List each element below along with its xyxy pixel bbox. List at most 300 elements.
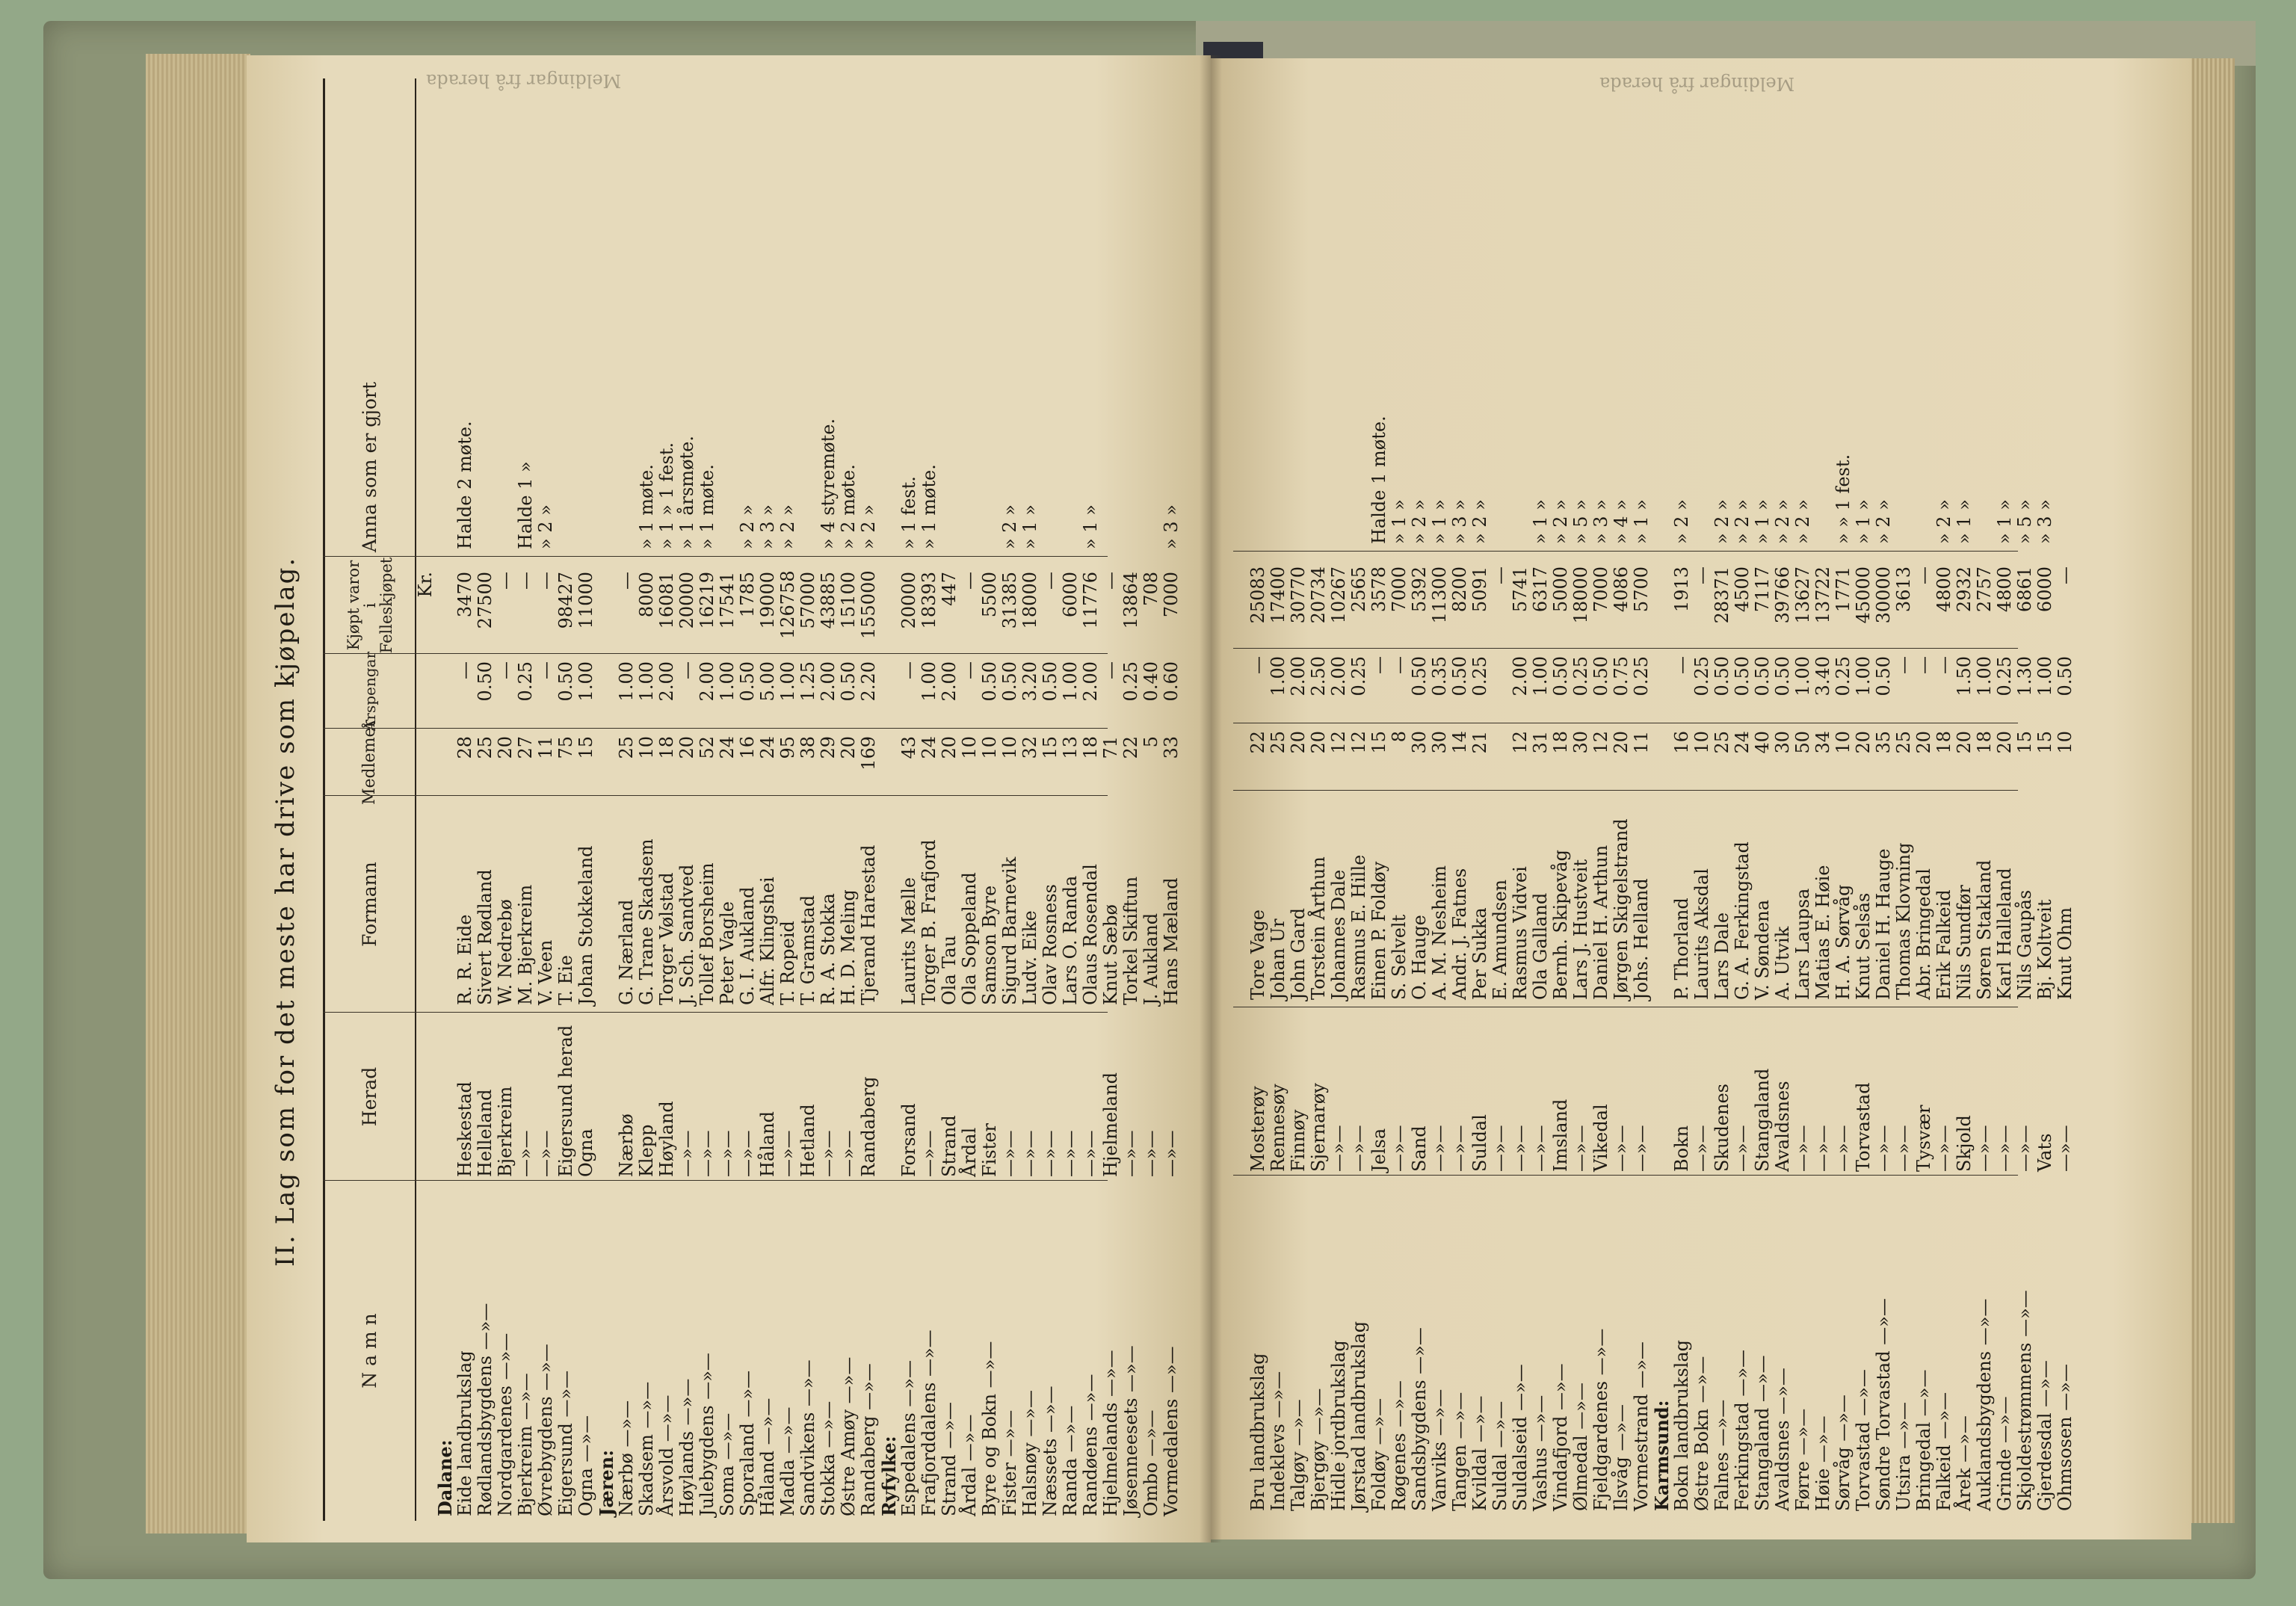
cell-med: 24 (757, 736, 778, 759)
cell-formann: Jørgen Skigelstrand (1611, 818, 1632, 1000)
cell-formann: Abr. Bringedal (1913, 868, 1934, 1000)
cell-name: Grinde —»— (1994, 1396, 2015, 1511)
col-divider (1233, 551, 2018, 552)
cell-formann: E. Amundsen (1490, 879, 1510, 1000)
cell-kjop: 5741 (1510, 566, 1531, 613)
cell-formann: Olaus Rosendal (1080, 864, 1101, 1005)
cell-anna: » 2 » (1792, 499, 1813, 544)
cell-name: Sandsbygdens —»— (1409, 1327, 1430, 1511)
cell-med: 52 (697, 736, 718, 759)
cell-formann: Torger Vølstad (656, 872, 677, 1005)
cell-formann: W. Nedrebø (495, 899, 516, 1005)
cell-name: Røgenes —»— (1389, 1380, 1410, 1511)
cell-anna: » 2 » (1873, 499, 1894, 544)
cell-med: 8 (1389, 731, 1410, 743)
cell-kjop: 13864 (1120, 572, 1141, 629)
col-divider (323, 1012, 1108, 1013)
cell-ars: 2.00 (818, 661, 839, 702)
cell-kjop: 1785 (737, 572, 758, 618)
cell-kjop: 15100 (838, 572, 859, 629)
page-edges-left (146, 54, 250, 1534)
cell-name: Ogna —»— (575, 1415, 596, 1516)
cell-anna: » 4 » (1611, 499, 1632, 544)
cell-kjop: 28371 (1712, 566, 1732, 624)
cell-herad: Årdal (959, 1127, 980, 1177)
header-anna: Anna som er gjort (358, 381, 380, 553)
cell-ars: — (1368, 656, 1389, 674)
cell-ars: 2.00 (1288, 656, 1309, 697)
cell-kjop: 7000 (1161, 572, 1182, 618)
cell-med: 14 (1449, 731, 1470, 754)
cell-herad: Randaberg (858, 1076, 879, 1177)
cell-formann: R. R. Eide (454, 914, 475, 1005)
cell-med: 10 (1691, 731, 1712, 754)
cell-med: 5 (1141, 736, 1161, 748)
cell-ars: 1.00 (1974, 656, 1995, 697)
cell-med: 30 (1772, 731, 1793, 754)
cell-med: 25 (475, 736, 496, 759)
cell-herad: Tysvær (1913, 1105, 1934, 1172)
cell-name: Vashus —»— (1530, 1395, 1551, 1511)
cell-herad: Helleland (475, 1089, 496, 1177)
cell-herad: —»— (1530, 1125, 1551, 1172)
cell-kjop: 25083 (1247, 566, 1268, 624)
cell-med: 169 (858, 736, 879, 770)
cell-name: Ferkingstad —»— (1732, 1350, 1753, 1511)
cell-name: Vanviks —»— (1429, 1389, 1450, 1511)
cell-herad: Håland (757, 1111, 778, 1177)
cell-kjop: 8000 (636, 572, 657, 618)
cell-name: Rødlandsbygdens —»— (475, 1303, 496, 1516)
running-head-left: Meldingar frå herada (426, 70, 622, 91)
cell-anna: » 1 fest. (898, 476, 919, 549)
cell-name: Talgøy —»— (1288, 1399, 1309, 1511)
cell-ars: 0.50 (737, 661, 758, 702)
cell-kjop: 20734 (1308, 566, 1329, 624)
cell-med: 28 (454, 736, 475, 759)
cell-ars: 0.25 (1570, 656, 1591, 697)
cell-herad: Skudenes (1712, 1084, 1732, 1172)
cell-ars: 0.25 (1348, 656, 1369, 697)
cell-formann: Olav Rosness (1040, 884, 1061, 1005)
cell-kjop: 18000 (1570, 566, 1591, 624)
cell-anna: » 1 » 1 fest. (656, 442, 677, 549)
cell-herad: Bjerkreim (495, 1086, 516, 1177)
col-divider (1233, 1175, 2018, 1176)
cell-formann: Bernh. Skipevåg (1550, 850, 1571, 1000)
cell-med: 20 (1853, 731, 1874, 754)
cell-anna: » 1 » (1994, 499, 2015, 544)
cell-anna: » 2 » (1409, 499, 1430, 544)
cell-med: 18 (1934, 731, 1954, 754)
cell-name: Ombo —»— (1141, 1409, 1161, 1516)
cell-ars: 2.00 (1510, 656, 1531, 697)
cell-kjop: 27500 (475, 572, 496, 629)
cell-ars: — (959, 661, 980, 679)
cell-kjop: 3613 (1893, 566, 1914, 613)
cell-formann: Hans Mæland (1161, 877, 1182, 1005)
cell-kjop: — (1913, 566, 1934, 584)
cell-herad: Rennesøy (1268, 1084, 1289, 1172)
cell-med: 20 (939, 736, 960, 759)
cell-med: 12 (1510, 731, 1531, 754)
cell-med: 75 (555, 736, 576, 759)
cell-formann: Knut Selsås (1853, 892, 1874, 1000)
header-formann: Formann (358, 862, 380, 947)
cell-med: 29 (818, 736, 839, 759)
cell-anna: » 1 » (1853, 499, 1874, 544)
cell-herad: Jelsa (1368, 1128, 1389, 1172)
cell-herad: —»— (1631, 1125, 1652, 1172)
cell-name: Bjerkreim —»— (515, 1373, 536, 1516)
cell-anna: » 1 møte. (919, 464, 939, 549)
cell-herad: —»— (919, 1130, 939, 1177)
cell-anna: » 1 » (1954, 499, 1975, 544)
cell-med: 22 (1120, 736, 1141, 759)
cell-formann: G. A. Ferkingstad (1732, 841, 1753, 1000)
cell-name: Eigersund —»— (555, 1370, 576, 1516)
cell-herad: Hjelmeland (1100, 1072, 1121, 1177)
cell-med: 15 (1368, 731, 1389, 754)
cell-formann: T. Ropeid (777, 921, 798, 1005)
cell-herad: —»— (535, 1130, 556, 1177)
cell-name: Soma —»— (717, 1412, 738, 1516)
cell-kjop: 5091 (1469, 566, 1490, 613)
cell-name: Espedalens —»— (898, 1359, 919, 1516)
cell-formann: Torkel Skiftun (1120, 876, 1141, 1005)
cell-name: Foldøy —»— (1368, 1397, 1389, 1511)
cell-anna: » 2 » (777, 504, 798, 549)
cell-anna: » 1 » (1080, 504, 1101, 549)
cell-formann: Ola Tau (939, 935, 960, 1005)
cell-anna: » 1 møte. (636, 464, 657, 549)
cell-med: 12 (1328, 731, 1349, 754)
col-divider (323, 728, 1108, 729)
cell-formann: Peter Vagle (717, 901, 738, 1005)
cell-herad: —»— (1833, 1125, 1854, 1172)
cell-ars: 0.50 (1040, 661, 1061, 702)
cell-med: 30 (1570, 731, 1591, 754)
cell-kjop: 17400 (1268, 566, 1289, 624)
cell-herad: Imsland (1550, 1099, 1571, 1172)
cell-kjop: 31385 (999, 572, 1020, 629)
cell-name: Auklandsbygdens —»— (1974, 1298, 1995, 1511)
cell-med: 30 (1429, 731, 1450, 754)
cell-ars: 0.50 (2055, 656, 2076, 697)
cell-med: 15 (2014, 731, 2035, 754)
cell-med: 32 (1019, 736, 1040, 759)
cell-ars: 1.00 (2034, 656, 2055, 697)
cell-formann: Ludv. Eike (1019, 910, 1040, 1005)
cell-herad: Fister (979, 1123, 1000, 1177)
cell-kjop: 155000 (858, 570, 879, 639)
cell-med: 24 (1732, 731, 1753, 754)
cell-ars: 2.20 (858, 661, 879, 702)
cell-formann: Nils Gaupås (2014, 889, 2035, 1000)
cell-anna: » » 1 fest. (1833, 454, 1854, 544)
cell-med: 34 (1812, 731, 1833, 754)
cell-anna: » 5 » (1570, 499, 1591, 544)
cell-ars: — (898, 661, 919, 679)
cell-name: Næssets —»— (1040, 1386, 1061, 1516)
cell-name: Bokn landbrukslag (1671, 1339, 1692, 1511)
cell-name: Avaldsnes —»— (1772, 1368, 1793, 1511)
cell-name: Søndre Torvastad —»— (1873, 1298, 1894, 1511)
cell-herad: —»— (1389, 1125, 1410, 1172)
cell-kjop: 447 (939, 572, 960, 606)
cell-name: Nordgardenes —»— (495, 1332, 516, 1516)
cell-name: Årdal —»— (959, 1414, 980, 1516)
cell-anna: Halde 1 møte. (1368, 416, 1389, 544)
cell-kjop: 19000 (757, 572, 778, 629)
cell-herad: —»— (697, 1130, 718, 1177)
cell-formann: Bj. Koltveit (2034, 899, 2055, 1000)
cell-ars: 0.25 (1631, 656, 1652, 697)
cell-ars: 0.50 (1752, 656, 1773, 697)
cell-ars: 0.50 (838, 661, 859, 702)
cell-ars: 0.50 (999, 661, 1020, 702)
cell-name: Utsira —»— (1893, 1402, 1914, 1511)
cell-ars: 5.00 (757, 661, 778, 702)
cell-herad: Finnøy (1288, 1109, 1309, 1172)
cell-med: 10 (636, 736, 657, 759)
cell-kjop: 45000 (1853, 566, 1874, 624)
cell-kjop: 708 (1141, 572, 1161, 606)
cell-name: Suldal —»— (1490, 1400, 1510, 1511)
cell-name: Julebygdens —»— (697, 1353, 718, 1516)
cell-ars: — (1671, 656, 1692, 674)
cell-formann: Lars Dale (1712, 912, 1732, 1000)
cell-herad: —»— (1873, 1125, 1894, 1172)
cell-ars: 3.20 (1019, 661, 1040, 702)
cell-ars: 2.00 (1080, 661, 1101, 702)
cell-med: 15 (1040, 736, 1061, 759)
cell-formann: J. Sch. Sandved (676, 864, 697, 1005)
table-header (323, 78, 416, 1521)
cell-herad: Suldal (1469, 1114, 1490, 1172)
cell-kjop: 18000 (1019, 572, 1040, 629)
cell-anna: » 2 » (1772, 499, 1793, 544)
cell-formann: Karl Halleland (1994, 868, 2015, 1000)
cell-formann: Laurits Mælle (898, 877, 919, 1005)
cell-ars: 2.00 (697, 661, 718, 702)
cell-anna: » 3 » (1449, 499, 1470, 544)
cell-herad: —»— (1328, 1125, 1349, 1172)
left-table (269, 78, 1211, 1521)
cell-formann: T. Eie (555, 954, 576, 1005)
cell-formann: Laurits Aksdal (1691, 868, 1712, 1000)
cell-herad: Forsand (898, 1103, 919, 1177)
cell-kjop: 126758 (777, 570, 798, 639)
cell-med: 11 (535, 736, 556, 759)
cell-name: Sandvikens —»— (797, 1359, 818, 1516)
cell-formann: Per Sukka (1469, 907, 1490, 1000)
cell-name: Jørstad landbrukslag (1348, 1321, 1369, 1511)
cell-herad: Sjernarøy (1308, 1083, 1329, 1172)
cell-name: Falnes —»— (1712, 1399, 1732, 1511)
cell-name: Vormedalens —»— (1161, 1346, 1182, 1516)
cell-med: 24 (919, 736, 939, 759)
cell-formann: O. Hauge (1409, 915, 1430, 1000)
cell-ars: — (1893, 656, 1914, 674)
cell-ars: — (454, 661, 475, 679)
cell-kjop: 20000 (676, 572, 697, 629)
cell-formann: Sigurd Barnevik (999, 856, 1020, 1005)
cell-kjop: 2757 (1974, 566, 1995, 613)
cell-med: 18 (1080, 736, 1101, 759)
cell-med: 16 (737, 736, 758, 759)
cell-ars: — (1389, 656, 1410, 674)
cell-anna: » 2 » (1712, 499, 1732, 544)
cell-ars: 0.50 (1590, 656, 1611, 697)
cell-ars: 1.00 (717, 661, 738, 702)
cell-name: Fister —»— (999, 1409, 1020, 1516)
cell-kjop: 98427 (555, 572, 576, 629)
cell-herad: —»— (1019, 1130, 1040, 1177)
cell-anna: » 4 styremøte. (818, 418, 839, 549)
cell-formann: T. Gramstad (797, 895, 818, 1005)
right-table (1233, 81, 2197, 1516)
cell-ars: 0.25 (1833, 656, 1854, 697)
cell-kjop: 6000 (2034, 566, 2055, 613)
cell-name: Falkeid —»— (1934, 1392, 1954, 1511)
cell-anna: Halde 2 møte. (454, 421, 475, 549)
cell-formann: Samson Byre (979, 885, 1000, 1005)
cell-kjop: 5392 (1409, 566, 1430, 613)
cell-name: Ryfylke: (878, 1436, 900, 1516)
cell-ars: 0.50 (555, 661, 576, 702)
cell-med: 20 (838, 736, 859, 759)
cell-ars: 0.75 (1611, 656, 1632, 697)
cell-med: 20 (1288, 731, 1309, 754)
cell-herad: —»— (717, 1130, 738, 1177)
cell-formann: Thomas Klovning (1893, 842, 1914, 1000)
cell-herad: —»— (818, 1130, 839, 1177)
cell-herad: —»— (737, 1130, 758, 1177)
cell-kjop: 57000 (797, 572, 818, 629)
cell-ars: — (495, 661, 516, 679)
cell-name: Randa —»— (1060, 1405, 1081, 1516)
currency-label: Kr. (415, 572, 436, 598)
cell-kjop: 4800 (1934, 566, 1954, 613)
cell-med: 10 (959, 736, 980, 759)
cell-med: 38 (797, 736, 818, 759)
cell-ars: 1.00 (1268, 656, 1289, 697)
col-divider (323, 556, 1108, 557)
cell-name: Bru landbrukslag (1247, 1353, 1268, 1511)
cell-name: Førre —»— (1792, 1408, 1813, 1511)
cell-anna: » 3 » (1161, 504, 1182, 549)
cell-kjop: 13627 (1792, 566, 1813, 624)
cell-name: Jæren: (596, 1450, 617, 1516)
cell-ars: 0.50 (1732, 656, 1753, 697)
cell-name: Karmsund: (1651, 1400, 1673, 1511)
cell-name: Frafjorddalens —»— (919, 1329, 939, 1516)
cell-formann: Johan Ur (1268, 918, 1289, 1000)
cell-ars: 1.00 (919, 661, 939, 702)
cell-med: 50 (1792, 731, 1813, 754)
cell-ars: — (1100, 661, 1121, 679)
cell-kjop: 3470 (454, 572, 475, 618)
cell-med: 20 (1954, 731, 1975, 754)
cell-ars: 1.00 (1792, 656, 1813, 697)
cell-ars: 2.00 (1328, 656, 1349, 697)
cell-ars: 2.00 (656, 661, 677, 702)
cell-med: 25 (1893, 731, 1914, 754)
cell-herad: —»— (1120, 1130, 1141, 1177)
cell-name: Høylands —»— (676, 1378, 697, 1516)
header-arspengar: Årspengar (360, 651, 379, 732)
cell-herad: —»— (1060, 1130, 1081, 1177)
cell-med: 95 (777, 736, 798, 759)
cell-herad: —»— (1611, 1125, 1632, 1172)
cell-kjop: 16081 (656, 572, 677, 629)
cell-kjop: — (495, 572, 516, 590)
cell-ars: 0.60 (1161, 661, 1182, 702)
cell-anna: » 1 » (1530, 499, 1551, 544)
cell-herad: —»— (1080, 1130, 1101, 1177)
cell-formann: Einen P. Foldøy (1368, 861, 1389, 1000)
cell-med: 18 (656, 736, 677, 759)
cell-ars: 0.25 (1994, 656, 2015, 697)
cell-ars: 0.50 (1409, 656, 1430, 697)
cell-ars: 1.00 (575, 661, 596, 702)
cell-ars: 1.00 (1530, 656, 1551, 697)
cell-med: 20 (1994, 731, 2015, 754)
cell-herad: —»— (1691, 1125, 1712, 1172)
cell-formann: G. Nærland (616, 899, 637, 1005)
cell-name: Tangen —»— (1449, 1392, 1470, 1511)
cell-kjop: 7000 (1389, 566, 1410, 613)
cell-herad: Stangaland (1752, 1068, 1773, 1172)
col-divider (1233, 790, 2018, 791)
cell-formann: G. I. Aukland (737, 886, 758, 1005)
cell-ars: 1.30 (2014, 656, 2035, 697)
cell-anna: » 2 » (858, 504, 879, 549)
cell-name: Halsnøy —»— (1019, 1389, 1040, 1516)
cell-ars: 0.25 (1120, 661, 1141, 702)
cell-herad: —»— (1792, 1125, 1813, 1172)
cell-name: Stangaland —»— (1752, 1355, 1773, 1511)
cell-herad: Strand (939, 1115, 960, 1177)
cell-anna: » 5 » (2014, 499, 2035, 544)
cell-name: Sporaland —»— (737, 1370, 758, 1516)
cell-ars: 0.25 (515, 661, 536, 702)
cell-formann: P. Thorland (1671, 898, 1692, 1000)
cell-name: Gjerdesdal —»— (2034, 1360, 2055, 1511)
cell-med: 24 (717, 736, 738, 759)
cell-kjop: — (1100, 572, 1121, 590)
cell-herad: Ogna (575, 1128, 596, 1177)
cell-med: 27 (515, 736, 536, 759)
cell-med: 15 (2034, 731, 2055, 754)
cell-formann: Erik Falkeid (1934, 889, 1954, 1000)
cell-kjop: 7000 (1590, 566, 1611, 613)
cell-med: 10 (2055, 731, 2076, 754)
cell-formann: Johs. Helland (1631, 878, 1652, 1000)
cell-ars: 0.35 (1429, 656, 1450, 697)
cell-ars: — (1913, 656, 1934, 674)
cell-name: Jøsenneesets —»— (1120, 1345, 1141, 1516)
cell-ars: 0.50 (1772, 656, 1793, 697)
cell-herad: Skjold (1954, 1115, 1975, 1172)
cell-name: Høie —»— (1812, 1415, 1833, 1511)
cell-kjop: 4500 (1732, 566, 1753, 613)
cell-name: Hjelmelands —»— (1100, 1350, 1121, 1516)
cell-ars: 0.50 (1712, 656, 1732, 697)
cell-kjop: 11776 (1080, 572, 1101, 629)
cell-kjop: — (959, 572, 980, 590)
